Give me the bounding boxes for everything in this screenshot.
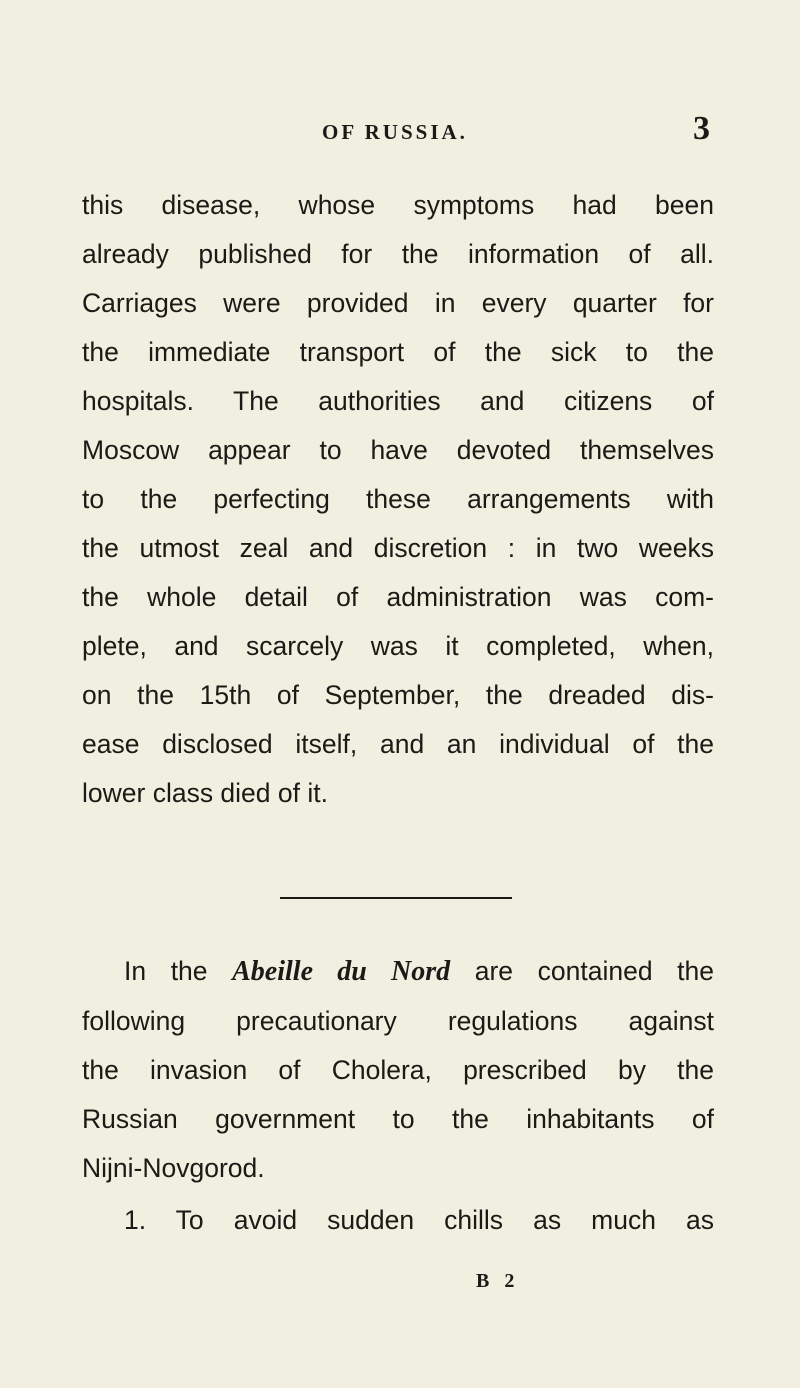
text-line: already published for the information of all. xyxy=(82,239,714,269)
publication-title: Abeille du Nord xyxy=(232,956,451,987)
text-line: Carriages were provided in every quarter for xyxy=(82,288,714,318)
text-line: following precautionary regulations against xyxy=(82,1006,714,1036)
running-head: OF RUSSIA. xyxy=(322,120,468,144)
text-run: are contained the xyxy=(450,956,715,986)
page-number: 3 xyxy=(693,110,710,147)
text-line: the whole detail of administration was com- xyxy=(82,582,714,612)
text-line: 1. To avoid sudden chills as much as xyxy=(124,1205,714,1235)
text-line: hospitals. The authorities and citizens of xyxy=(82,386,714,416)
section-divider xyxy=(280,897,512,899)
page-header xyxy=(0,110,800,156)
text-line: Russian government to the inhabitants of xyxy=(82,1104,714,1134)
text-line: to the perfecting these arrangements with xyxy=(82,484,714,514)
text-line: this disease, whose symptoms had been xyxy=(82,190,714,220)
text-line: lower class died of it. xyxy=(82,778,328,808)
text-line: on the 15th of September, the dreaded dis- xyxy=(82,680,714,710)
text-line: Moscow appear to have devoted themselves xyxy=(82,435,714,465)
text-line: ease disclosed itself, and an individual of the xyxy=(82,729,714,759)
text-run: In the xyxy=(124,956,233,986)
signature-mark: B 2 xyxy=(476,1270,520,1292)
text-line xyxy=(124,954,714,989)
text-line: the invasion of Cholera, prescribed by the xyxy=(82,1055,714,1085)
text-line: the utmost zeal and discretion : in two weeks xyxy=(82,533,714,563)
text-line: Nijni-Novgorod. xyxy=(82,1153,265,1183)
text-line: plete, and scarcely was it completed, when, xyxy=(82,631,714,661)
text-line: the immediate transport of the sick to the xyxy=(82,337,714,367)
